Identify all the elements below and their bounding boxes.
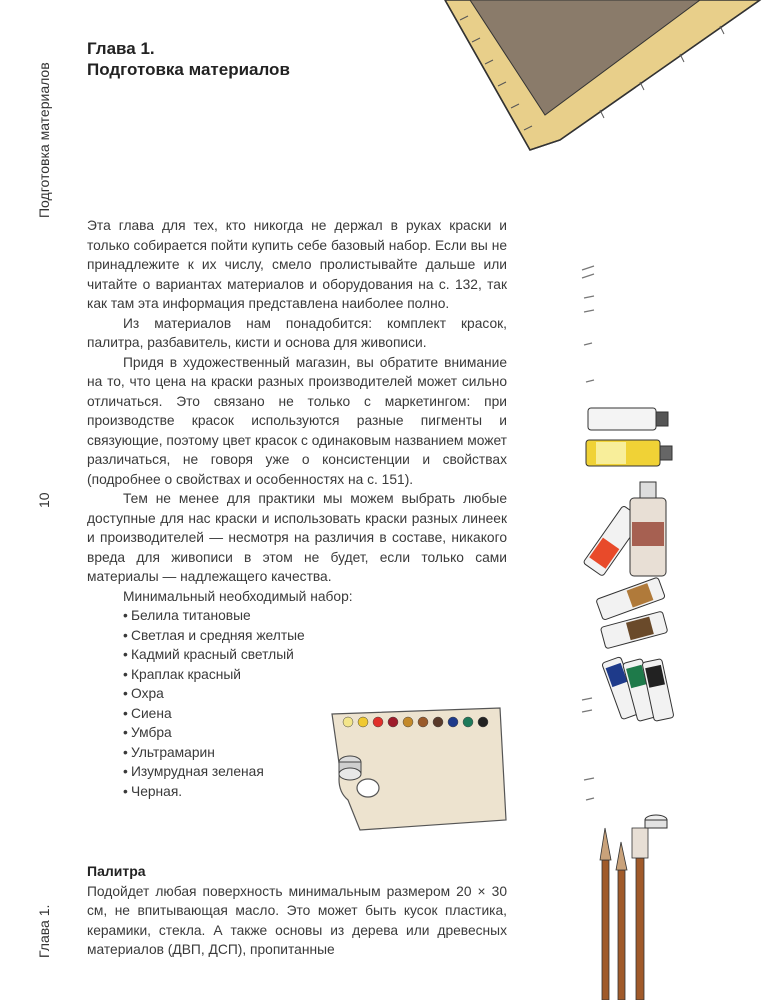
side-running-title: Подготовка материалов [36,62,52,218]
palette-illustration [320,700,520,840]
list-intro: Минимальный необходимый набор: [123,588,353,604]
list-item: • Охра [87,684,507,704]
materials-illustration [560,0,760,1000]
page-number: 10 [36,492,52,508]
list-item: • Краплак красный [87,665,507,685]
sketch-marks [582,266,594,800]
paint-dab [478,717,488,727]
list-item: • Черная. [87,782,507,802]
paint-dab [343,717,353,727]
paint-tube-yellow [586,440,672,466]
paint-dab [358,717,368,727]
list-item: • Белила титановые [87,606,507,626]
list-item: • Кадмий красный светлый [87,645,507,665]
list-item: • Светлая и средняя желтые [87,626,507,646]
palette-cup [339,756,361,780]
paragraph: Эта глава для тех, кто никогда не держал в руках краски и только собирается пойти купить себе базовый набор. Если вы не принадлежите к их числу, смело пролистывайте дальше или читайте о вариантах материалов и оборудования на с. 132, так как там эта информация представлена наиболее полно. [87,218,507,311]
list-item: • Умбра [87,723,507,743]
paint-dab [463,717,473,727]
paragraph: Придя в художественный магазин, вы обратите внимание на то, что цена на краски разных производителей может сильно отличаться. Это связано не только с маркетингом: при производстве красок используются разные пигменты и связующие, поэтому цвет красок с одинаковым названием может различаться, не говоря уже о консистенции и свойствах (подробнее о свойствах и особенностях на с. 151). [87,354,507,487]
paint-dab [388,717,398,727]
section-title: Палитра [87,863,146,879]
section-text: Подойдет любая поверхность минимальным размером 20 × 30 см, не впитывающая масло. Это может быть кусок пластика, керамики, стекла. А также основы из дерева или древесных материалов (ДВП, ДСП), пропитанные [87,883,507,957]
chapter-heading-line2: Подготовка материалов [87,60,290,79]
paint-tube-white [588,408,668,430]
paint-dab [403,717,413,727]
paragraph: Тем не менее для практики мы можем выбрать любые доступные для нас краски и использовать краски разных линеек и производителей — несмотря на различия в составе, никакого вреда для живописи в этом не будет, если только сами материалы — надлежащего качества. [87,491,507,584]
paragraph: Из материалов нам понадобится: комплект красок, палитра, разбавитель, кисти и основа для живописи. [87,315,507,350]
palette-section [87,862,507,960]
thumb-hole [357,779,379,797]
chapter-heading-line1: Глава 1. [87,39,155,58]
paint-dab [433,717,443,727]
list-item: • Изумрудная зеленая [87,762,507,782]
brushes [600,815,667,1000]
paint-dab [418,717,428,727]
list-item: • Сиена [87,704,507,724]
side-chapter-label: Глава 1. [36,904,52,958]
medium-bottle [630,482,666,576]
list-item: • Ультрамарин [87,743,507,763]
paint-dab [373,717,383,727]
paint-dab [448,717,458,727]
